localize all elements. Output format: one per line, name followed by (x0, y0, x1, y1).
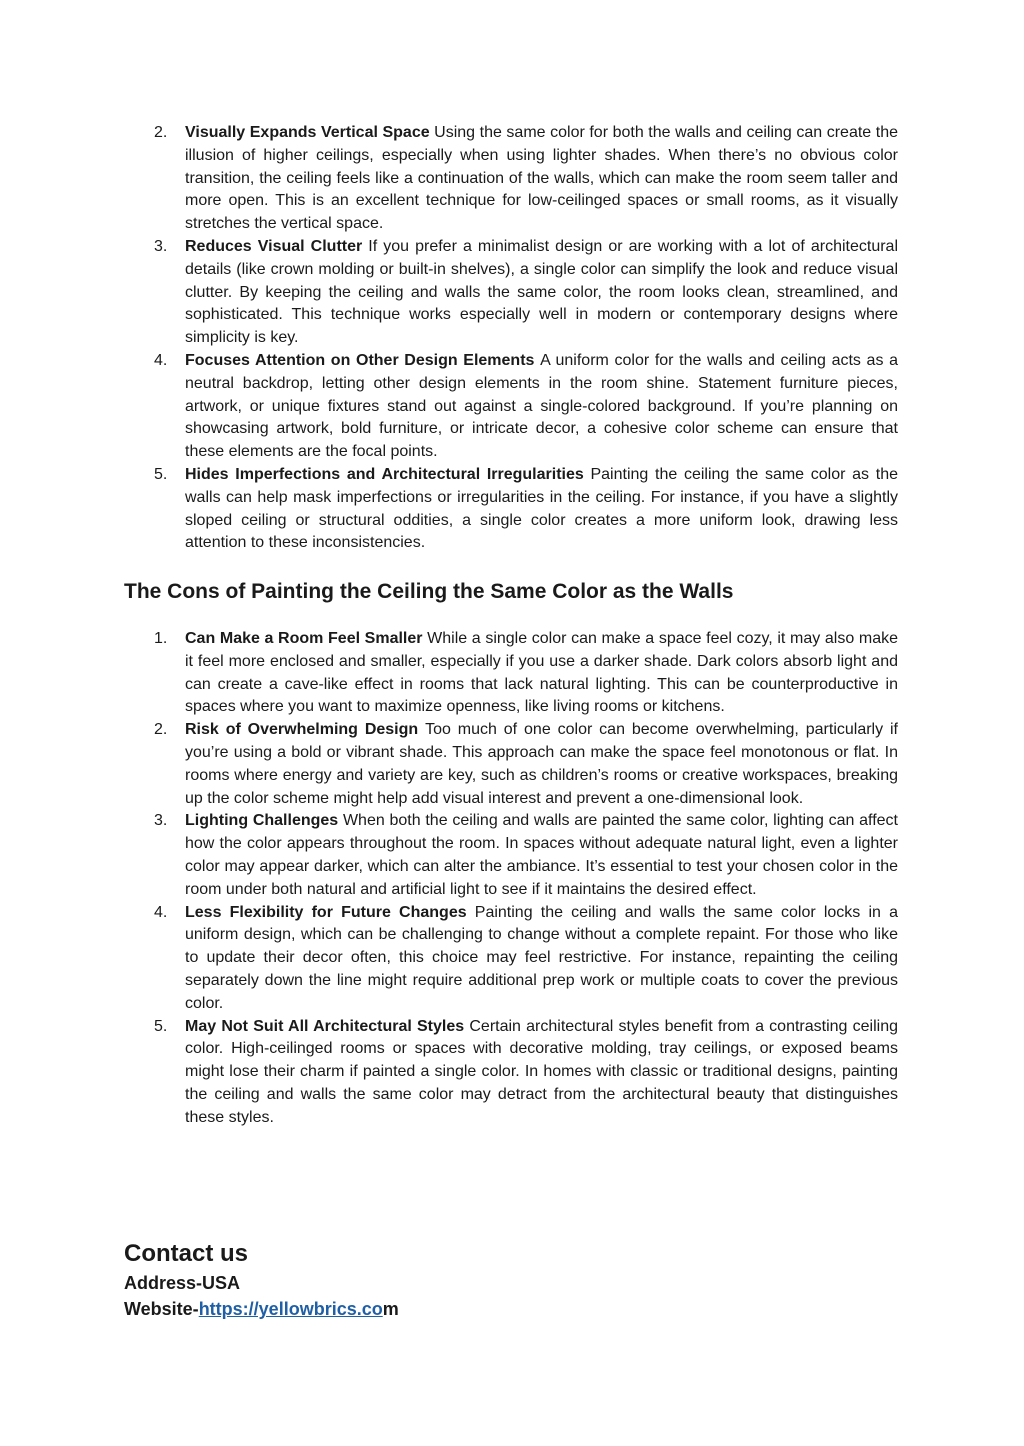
cons-heading: The Cons of Painting the Ceiling the Same Color as the Walls (124, 580, 734, 603)
item-text: When both the ceiling and walls are painted the same color, lighting can affect how the color appears throughout the room. In spaces without adequate natural light, even a lighter color may appear darker, which can alter the ambiance. It’s essential to test your chosen color in the room under both natural and artificial light to see if it maintains the desired effect. (185, 812, 898, 898)
item-number: 4. (154, 903, 168, 921)
item-text: Too much of one color can become overwhelming, particularly if you’re using a bold or vibrant shade. This approach can make the space feel monotonous or flat. In rooms where energy and variety are key, such as children’s rooms or creative workspaces, breaking up the color scheme might help add visual interest and prevent a one-dimensional look. (185, 721, 898, 807)
list-item (0, 464, 898, 555)
list-item (0, 350, 898, 464)
item-text: Painting the ceiling the same color as the walls can help mask imperfections or irregularities in the ceiling. For instance, if you have a slightly sloped ceiling or structural oddities, a single color creates a more uniform look, drawing less attention to these inconsistencies. (185, 465, 899, 552)
item-title: Focuses Attention on Other Design Elements (185, 351, 541, 369)
item-title: Visually Expands Vertical Space (185, 124, 435, 141)
item-number: 2. (154, 124, 168, 141)
item-text: A uniform color for the walls and ceiling acts as a neutral backdrop, letting other design elements in the room shine. Statement furniture pieces, artwork, or unique fixtures stand out against a single-colored background. If you’re planning on showcasing artwork, bold furniture, or intricate decor, a cohesive color scheme can ensure that these elements are the focal points. (185, 351, 898, 461)
contact-title: Contact us (124, 1240, 249, 1267)
list-item (0, 902, 898, 1016)
list-item (0, 122, 898, 236)
item-title: Hides Imperfections and Architectural Irregularities (185, 465, 591, 483)
item-number: 3. (154, 237, 168, 255)
list-item (0, 236, 898, 350)
item-text: Certain architectural styles benefit from a contrasting ceiling color. High-ceilinged rooms or spaces with decorative molding, tray ceilings, or exposed beams might lose their charm if painted a single color. In homes with classic or traditional designs, painting the ceiling and walls the same color may detract from the architectural beauty that distinguishes these styles. (185, 1017, 899, 1126)
item-number: 5. (154, 1017, 168, 1035)
item-number: 1. (154, 630, 168, 647)
contact-website (124, 1297, 399, 1321)
website-suffix: m (382, 1299, 399, 1319)
website-link[interactable]: https://yellowbrics.co (198, 1299, 383, 1319)
contact-address: Address-USA (124, 1273, 241, 1293)
item-title: Lighting Challenges (185, 812, 343, 830)
item-text: Using the same color for both the walls and ceiling can create the illusion of higher ceilings, especially when using lighter shades. When there’s no obvious color transition, the ceiling feels like a continuation of the walls, which can make the room seem taller and more open. This is an excellent technique for low-ceilinged spaces or small rooms, as it visually stretches the vertical space. (185, 124, 898, 233)
item-text: If you prefer a minimalist design or are working with a lot of architectural details (like crown molding or built-in shelves), a single color can simplify the look and reduce visual clutter. By keeping the ceiling and walls the same color, the room looks clean, streamlined, and sophisticated. This technique works especially well in modern or contemporary designs where simplicity is key. (185, 237, 898, 347)
item-number: 2. (154, 721, 168, 739)
item-text: Painting the ceiling and walls the same color locks in a uniform design, which can be challenging to change without a complete repaint. For those who like to update their decor often, this choice may feel restrictive. For instance, repainting the ceiling separately down the line might require additional prep work or multiple coats to cover the previous color. (185, 903, 898, 1012)
item-title: Risk of Overwhelming Design (185, 721, 426, 739)
item-title: Reduces Visual Clutter (185, 237, 369, 255)
list-item (0, 719, 898, 810)
item-text: While a single color can make a space feel cozy, it may also make it feel more enclosed and smaller, especially if you use a darker shade. Dark colors absorb light and can create a cave-like effect in rooms that lack natural lighting. This can be counterproductive in spaces where you want to maximize openness, like living rooms or kitchens. (185, 630, 898, 716)
item-title: May Not Suit All Architectural Styles (185, 1017, 470, 1035)
cons-list (0, 628, 1024, 1130)
item-number: 5. (154, 465, 168, 483)
list-item (0, 810, 898, 901)
item-title: Less Flexibility for Future Changes (185, 903, 475, 921)
list-item (0, 628, 898, 719)
item-title: Can Make a Room Feel Smaller (185, 630, 428, 647)
website-prefix: Website- (124, 1299, 199, 1319)
list-item (0, 1016, 898, 1130)
item-number: 4. (154, 351, 168, 369)
item-number: 3. (154, 812, 168, 830)
pros-list (0, 122, 1024, 555)
